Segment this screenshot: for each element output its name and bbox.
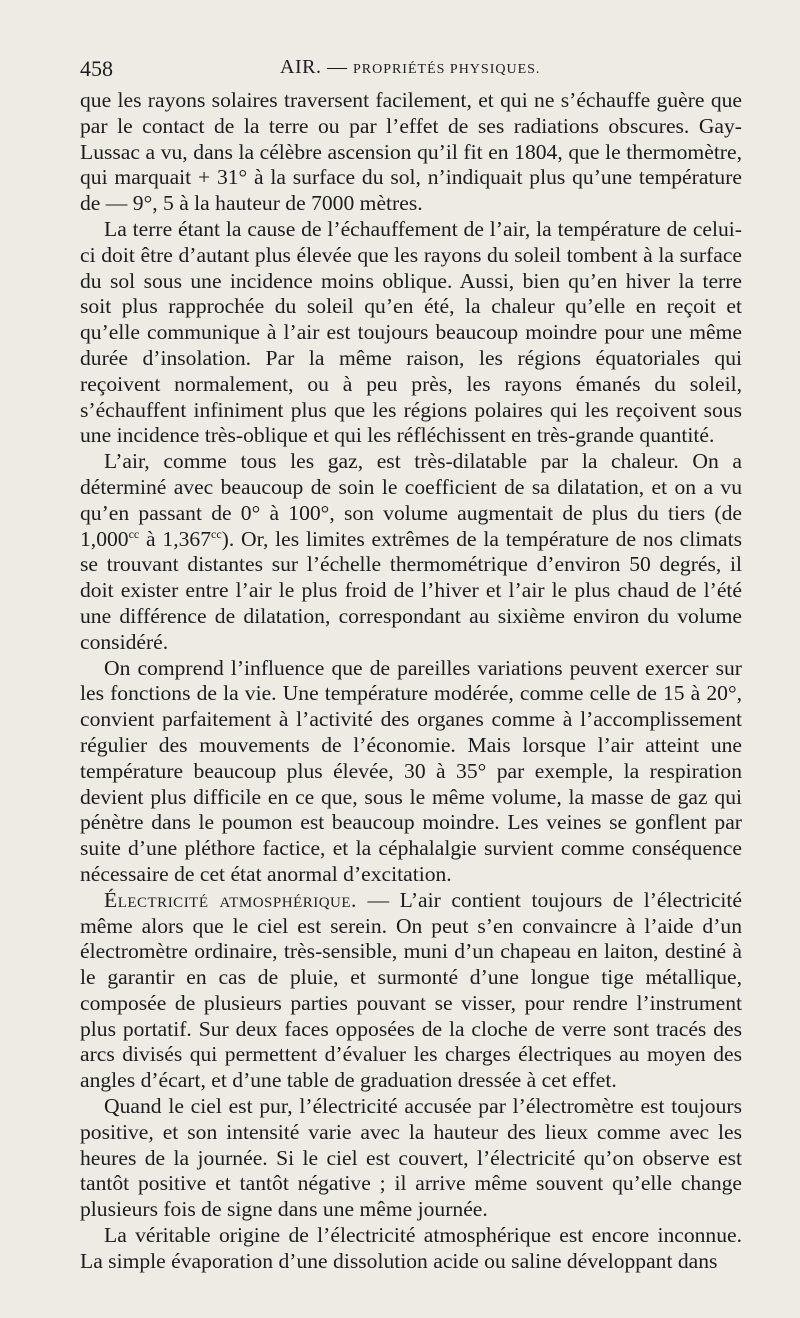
- running-head: [280, 56, 540, 79]
- paragraph-clear-sky: Quand le ciel est pur, l’électricité accusée par l’électromètre est toujours positive, et son intensité varie avec la hauteur des lieux comme avec les heures de la journée. Si le ciel est couvert, l’électricité qu’on observe est tantôt positive et tantôt négative ; il arrive même souvent qu’elle change plusieurs fois de signe dans une même journée.: [80, 1094, 742, 1222]
- paragraph-continued: que les rayons solaires traversent facilement, et qui ne s’échauffe guère que par le contact de la terre ou par l’effet de ses radiations obscures. Gay-Lussac a vu, dans la célèbre ascension qu’il fit en 1804, que le thermomètre, qui marquait + 31° à la surface du sol, n’indiquait plus qu’une température de — 9°, 5 à la hauteur de 7000 mètres.: [80, 88, 742, 216]
- paragraph-electricity: [80, 888, 742, 1094]
- paragraph-influence: On comprend l’influence que de pareilles variations peuvent exercer sur les fonctions de la vie. Une température modérée, comme celle de 15 à 20°, convient parfaitement à l’activité des organes comme à l’accomplissement régulier des mouvements de l’économie. Mais lorsque l’air atteint une température beaucoup plus élevée, 30 à 35° par exemple, la respiration devient plus difficile en ce que, sous le même volume, la masse de gaz qui pénètre dans le poumon est beaucoup moindre. Les veines se gonflent par suite d’une pléthore factice, et la céphalalgie survient comme conséquence nécessaire de cet état anormal d’excitation.: [80, 655, 742, 886]
- paragraph-dilatation-text-a: L’air, comme tous les gaz, est très-dilatable par la chaleur. On a déterminé avec beaucoup de soin le coefficient de sa dilatation, et on a vu qu’en passant de 0° à 100°, son volume augmentait de plus du tiers (de 1,000: [80, 449, 742, 551]
- running-head-subtitle: PROPRIÉTÉS PHYSIQUES.: [352, 62, 541, 77]
- paragraph-dilatation: [80, 449, 742, 655]
- page-number: 458: [80, 56, 113, 81]
- paragraph-dilatation-text-b: à 1,367: [139, 526, 212, 551]
- paragraph-earth-heating: La terre étant la cause de l’échauffement de l’air, la température de celui-ci doit être d’autant plus élevée que les rayons du soleil tombent à la surface du sol sous une incidence moins oblique. Aussi, bien qu’en hiver la terre soit plus rapprochée du soleil qu’en été, la chaleur qu’elle en reçoit et qu’elle communique à l’air est toujours beaucoup moindre pour une même durée d’insolation. Par la même raison, les régions équatoriales qui reçoivent normalement, ou à peu près, les rayons émanés du soleil, s’échauffent infiniment plus que les régions polaires qui les reçoivent sous une incidence très-oblique et qui les réfléchissent en très-grande quantité.: [80, 216, 742, 448]
- superscript-cc-b: cc: [211, 526, 222, 541]
- paragraph-electricity-text: — L’air contient toujours de l’électricité même alors que le ciel est serein. On peut s’en convaincre à l’aide d’un électromètre ordinaire, très-sensible, muni d’un chapeau en laiton, destiné à le garantir en cas de pluie, et surmonté d’une longue tige métallique, composée de plusieurs parties pouvant se visser, pour rendre l’instrument plus portatif. Sur deux faces opposées de la cloche de verre sont tracés des arcs divisés qui permettent d’évaluer les charges électriques au moyen des angles d’écart, et d’une table de graduation dressée à cet effet.: [80, 887, 742, 1093]
- running-head-title: AIR.: [280, 56, 322, 78]
- section-heading-electricity: Électricité atmosphérique.: [104, 887, 357, 912]
- page-header: [80, 56, 740, 86]
- paragraph-origin: La véritable origine de l’électricité atmosphérique est encore inconnue. La simple évaporation d’une dissolution acide ou saline développant dans: [80, 1223, 742, 1273]
- superscript-cc-a: cc: [128, 526, 140, 541]
- running-head-dash: —: [326, 56, 348, 78]
- paragraph-dilatation-text-c: ). Or, les limites extrêmes de la température de nos climats se trouvant distantes sur l’échelle thermométrique d’environ 50 degrés, il doit exister entre l’air le plus froid de l’hiver et l’air le plus chaud de l’été une différence de dilatation, correspondant au sixième environ du volume considéré.: [80, 526, 743, 654]
- page-body: [80, 88, 742, 1275]
